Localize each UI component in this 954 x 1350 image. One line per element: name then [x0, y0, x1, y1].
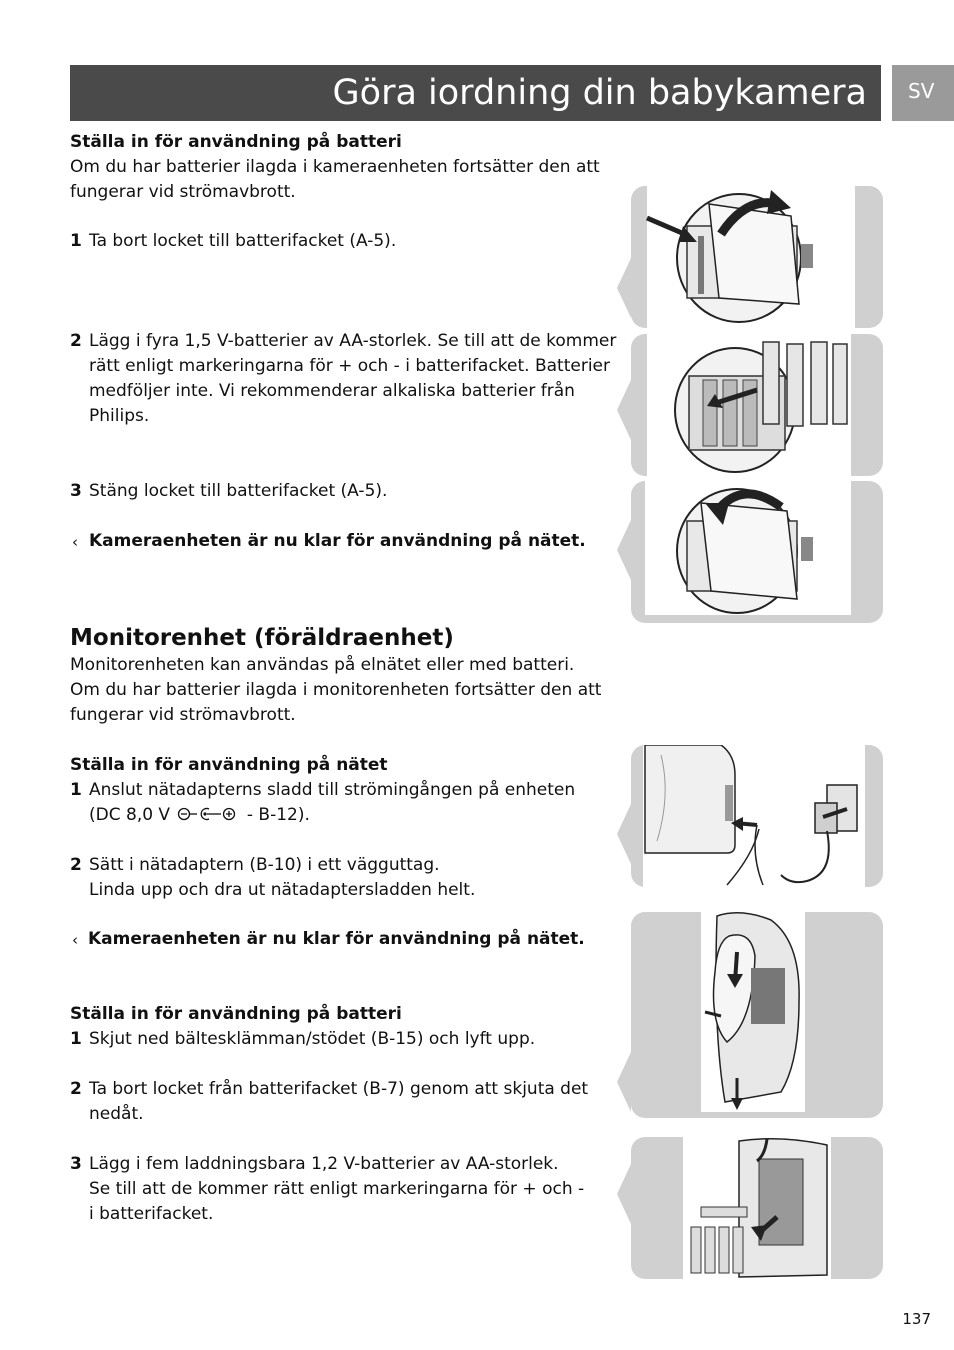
camera-intro-line: Om du har batterier ilagda i kameraenheten fortsätter den att	[70, 157, 600, 177]
step-text: Sätt i nätadaptern (B-10) i ett vägguttag.	[89, 855, 440, 875]
polarity-icon	[177, 806, 241, 822]
step-number: 2	[70, 331, 82, 351]
figure-pointer	[617, 380, 631, 440]
monitor-belt-clip-illustration	[631, 912, 883, 1118]
step-text: Se till att de kommer rätt enligt markeringarna för + och -	[89, 1179, 585, 1199]
figure-monitor-mains-adapter	[631, 745, 883, 887]
monitor-intro-line: Om du har batterier ilagda i monitorenheten fortsätter den att	[70, 680, 602, 700]
step-text: i batterifacket.	[89, 1204, 214, 1224]
figure-camera-close-cover	[631, 481, 883, 623]
monitor-insert-batteries-illustration	[631, 1137, 883, 1279]
page-number: 137	[902, 1310, 931, 1328]
page-title: Göra iordning din babykamera	[332, 73, 867, 113]
monitor-intro-line: Monitorenheten kan användas på elnätet eller med batteri.	[70, 655, 575, 675]
figure-camera-open-cover	[631, 186, 883, 328]
figure-pointer	[617, 804, 631, 864]
title-bar	[70, 65, 881, 121]
figure-pointer	[617, 1164, 631, 1224]
step-text: Stäng locket till batterifacket (A-5).	[89, 481, 388, 501]
figure-pointer	[617, 520, 631, 580]
camera-insert-batteries-illustration	[631, 334, 883, 476]
camera-intro-line: fungerar vid strömavbrott.	[70, 182, 296, 202]
step-text: Philips.	[89, 406, 150, 426]
step-text: Lägg i fem laddningsbara 1,2 V-batterier av AA-storlek.	[89, 1154, 559, 1174]
monitor-battery-heading: Ställa in för användning på batteri	[70, 1004, 402, 1024]
figure-camera-insert-batteries	[631, 334, 883, 476]
camera-battery-heading: Ställa in för användning på batteri	[70, 132, 402, 152]
step-number: 1	[70, 780, 82, 800]
result-text: Kameraenheten är nu klar för användning på nätet.	[88, 929, 585, 949]
step-text-voltage	[89, 803, 310, 828]
step-text: Skjut ned bältesklämman/stödet (B-15) och lyft upp.	[89, 1029, 536, 1049]
step-text: nedåt.	[89, 1104, 144, 1124]
step-number: 2	[70, 855, 82, 875]
step-text: rätt enligt markeringarna för + och - i batterifacket. Batterier	[89, 356, 611, 376]
camera-close-cover-illustration	[631, 481, 883, 623]
monitor-intro-line: fungerar vid strömavbrott.	[70, 705, 296, 725]
step-text: (DC 8,0 V	[89, 805, 171, 825]
figure-pointer	[617, 258, 631, 318]
figure-monitor-belt-clip	[631, 912, 883, 1118]
step-text: Lägg i fyra 1,5 V-batterier av AA-storlek. Se till att de kommer	[89, 331, 617, 351]
step-text: medföljer inte. Vi rekommenderar alkaliska batterier från	[89, 381, 575, 401]
camera-open-cover-illustration	[631, 186, 883, 328]
monitor-heading: Monitorenhet (föräldraenhet)	[70, 625, 454, 651]
monitor-mains-adapter-illustration	[631, 745, 883, 887]
language-code: SV	[908, 79, 935, 103]
step-number: 1	[70, 231, 82, 251]
result-marker: ‹	[72, 931, 78, 949]
figure-pointer	[617, 1052, 631, 1112]
step-text: Linda upp och dra ut nätadaptersladden helt.	[89, 880, 476, 900]
step-text: Ta bort locket till batterifacket (A-5).	[89, 231, 397, 251]
step-text: - B-12).	[246, 805, 310, 825]
step-text: Ta bort locket från batterifacket (B-7) genom att skjuta det	[89, 1079, 589, 1099]
result-text: Kameraenheten är nu klar för användning på nätet.	[89, 531, 586, 551]
step-number: 3	[70, 481, 82, 501]
language-tab	[892, 65, 954, 121]
step-number: 1	[70, 1029, 82, 1049]
step-number: 2	[70, 1079, 82, 1099]
step-number: 3	[70, 1154, 82, 1174]
step-text: Anslut nätadapterns sladd till strömingången på enheten	[89, 780, 576, 800]
mains-heading: Ställa in för användning på nätet	[70, 755, 388, 775]
result-marker: ‹	[72, 533, 78, 551]
figure-monitor-insert-batteries	[631, 1137, 883, 1279]
